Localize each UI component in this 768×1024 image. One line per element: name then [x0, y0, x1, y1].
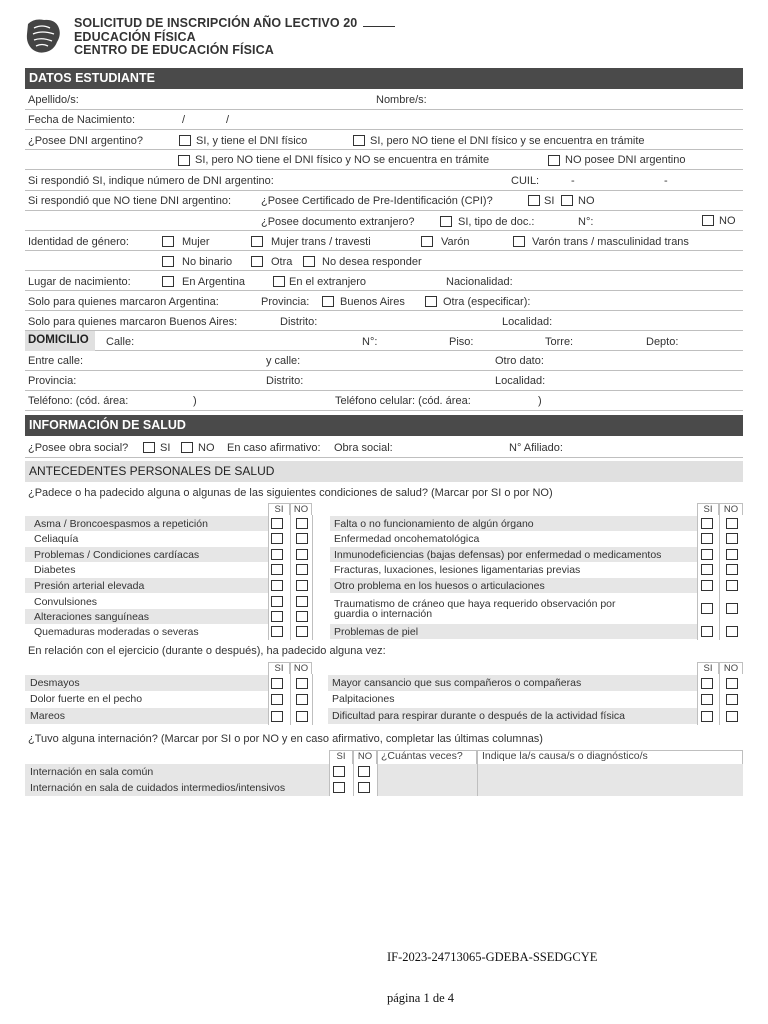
mujer-label: Mujer: [182, 236, 210, 248]
condition-right-no-checkbox[interactable]: [726, 549, 738, 560]
page-number: página 1 de 4: [387, 991, 454, 1005]
dni-number-label: Si respondió SI, indique número de DNI argentino:: [28, 175, 274, 187]
exercise-left-no-checkbox[interactable]: [296, 711, 308, 722]
condition-left-no-checkbox[interactable]: [296, 533, 308, 544]
divider: [329, 764, 330, 796]
cond-left-si-header: SI: [268, 503, 290, 515]
section-antecedentes: ANTECEDENTES PERSONALES DE SALUD: [25, 461, 743, 482]
localidad-label-2: Localidad:: [495, 375, 546, 387]
divider: [377, 764, 378, 796]
form-subtitle: EDUCACIÓN FÍSICA: [74, 30, 196, 44]
localidad-label-1: Localidad:: [502, 316, 553, 328]
condition-left-si-checkbox[interactable]: [271, 626, 283, 637]
form-title: SOLICITUD DE INSCRIPCIÓN AÑO LECTIVO 20: [74, 16, 395, 30]
condition-right-label: Problemas de piel: [334, 626, 419, 638]
otra-provincia-label: Otra (especificar):: [443, 296, 531, 308]
buenos-aires-checkbox[interactable]: [322, 296, 334, 307]
otro-dato-label: Otro dato:: [495, 355, 544, 367]
mujer-trans-label: Mujer trans / travesti: [271, 236, 371, 248]
otra-genero-checkbox[interactable]: [251, 256, 263, 267]
condition-left-no-checkbox[interactable]: [296, 518, 308, 529]
ex-right-no-header: NO: [719, 662, 743, 674]
condition-left-no-checkbox[interactable]: [296, 611, 308, 622]
telefono-paren: ): [193, 395, 197, 407]
exercise-left-si-checkbox[interactable]: [271, 694, 283, 705]
ex-left-si-header: SI: [268, 662, 290, 674]
internacion-question: ¿Tuvo alguna internación? (Marcar por SI o por NO y en caso afirmativo, completar las últimas columnas): [28, 733, 543, 745]
int-si-header: SI: [329, 750, 353, 764]
obra-no-label: NO: [198, 442, 215, 454]
dni-no-tramite-label: SI, pero NO tiene el DNI físico y NO se encuentra en trámite: [195, 154, 490, 166]
no-binario-checkbox[interactable]: [162, 256, 174, 267]
section-datos-estudiante: DATOS ESTUDIANTE: [25, 68, 743, 89]
numero-label: N°:: [362, 336, 378, 348]
condition-left-no-checkbox[interactable]: [296, 564, 308, 575]
condition-right-no-checkbox[interactable]: [726, 580, 738, 591]
condition-right-no-checkbox[interactable]: [726, 564, 738, 575]
obra-si-checkbox[interactable]: [143, 442, 155, 453]
telefono-label: Teléfono: (cód. área:: [28, 395, 129, 407]
internacion-no-checkbox[interactable]: [358, 766, 370, 777]
lugar-label: Lugar de nacimiento:: [28, 276, 131, 288]
divider: [697, 674, 698, 725]
province-logo-icon: [24, 16, 64, 56]
section-informacion-salud: INFORMACIÓN DE SALUD: [25, 415, 743, 436]
condition-left-si-checkbox[interactable]: [271, 580, 283, 591]
distrito-label-2: Distrito:: [266, 375, 304, 387]
exercise-left-no-checkbox[interactable]: [296, 694, 308, 705]
condition-left-no-checkbox[interactable]: [296, 596, 308, 607]
internacion-label: Internación en sala común: [30, 766, 154, 778]
condition-left-label: Convulsiones: [34, 596, 98, 608]
condition-left-label: Alteraciones sanguíneas: [34, 611, 149, 623]
exercise-left-label: Desmayos: [30, 677, 80, 689]
exercise-left-si-checkbox[interactable]: [271, 678, 283, 689]
condition-left-si-checkbox[interactable]: [271, 518, 283, 529]
condition-left-label: Problemas / Condiciones cardíacas: [34, 549, 200, 561]
no-dni-label-row: Si respondió que NO tiene DNI argentino:: [28, 195, 232, 207]
nombre-label: Nombre/s:: [376, 94, 427, 106]
buenos-aires-label: Buenos Aires: [340, 296, 405, 308]
date-slash-2: /: [226, 114, 230, 126]
obra-si-label: SI: [160, 442, 171, 454]
ejercicio-question: En relación con el ejercicio (durante o después), ha padecido alguna vez:: [28, 645, 386, 657]
condition-right-si-checkbox[interactable]: [701, 533, 713, 544]
dni-si-tramite-checkbox[interactable]: [353, 135, 365, 146]
condition-right-no-checkbox[interactable]: [726, 603, 738, 614]
condition-left-label: Quemaduras moderadas o severas: [34, 626, 199, 638]
celular-paren: ): [538, 395, 542, 407]
condition-left-si-checkbox[interactable]: [271, 611, 283, 622]
condition-left-label: Celiaquía: [34, 533, 79, 545]
divider: [290, 515, 291, 640]
dni-question: ¿Posee DNI argentino?: [28, 135, 143, 147]
dni-si-fisico-checkbox[interactable]: [179, 135, 191, 146]
fecha-label: Fecha de Nacimiento:: [28, 114, 135, 126]
no-binario-label: No binario: [182, 256, 233, 268]
exercise-right-no-checkbox[interactable]: [726, 694, 738, 705]
document-id: IF-2023-24713065-GDEBA-SSEDGCYE: [387, 950, 598, 964]
cuil-dash-2: -: [664, 175, 668, 187]
ex-left-no-header: NO: [290, 662, 312, 674]
exercise-right-label: Dificultad para respirar durante o después de la actividad física: [332, 710, 625, 722]
cpi-si-checkbox[interactable]: [528, 195, 540, 206]
cond-right-no-header: NO: [719, 503, 743, 515]
condition-right-no-checkbox[interactable]: [726, 533, 738, 544]
condition-right-si-checkbox[interactable]: [701, 549, 713, 560]
condition-right-label: Otro problema en los huesos o articulaciones: [334, 580, 545, 592]
otra-provincia-checkbox[interactable]: [425, 296, 437, 307]
divider: [268, 515, 269, 640]
no-desea-checkbox[interactable]: [303, 256, 315, 267]
ex-right-si-header: SI: [697, 662, 719, 674]
no-dni-label: NO posee DNI argentino: [565, 154, 686, 166]
ext-doc-tipo-label: SI, tipo de doc.:: [458, 216, 535, 228]
exercise-left-si-checkbox[interactable]: [271, 711, 283, 722]
dni-si-tramite-label: SI, pero NO tiene el DNI físico y se encuentra en trámite: [370, 135, 645, 147]
condition-right-si-checkbox[interactable]: [701, 626, 713, 637]
divider: [268, 674, 269, 725]
condition-left-si-checkbox[interactable]: [271, 533, 283, 544]
condition-right-si-checkbox[interactable]: [701, 603, 713, 614]
cond-right-si-header: SI: [697, 503, 719, 515]
afiliado-label: N° Afiliado:: [509, 442, 563, 454]
divider: [719, 674, 720, 725]
divider: [719, 515, 720, 640]
int-no-header: NO: [353, 750, 377, 764]
condition-right-label: Traumatismo de cráneo que haya requerido observación por: [334, 598, 616, 610]
internacion-row-shade: [377, 780, 743, 796]
exercise-right-si-checkbox[interactable]: [701, 711, 713, 722]
provincia-q-label: Provincia:: [261, 296, 310, 308]
divider: [312, 674, 313, 725]
torre-label: Torre:: [545, 336, 574, 348]
apellido-label: Apellido/s:: [28, 94, 79, 106]
date-slash-1: /: [182, 114, 186, 126]
condition-left-label: Asma / Broncoespasmos a repetición: [34, 518, 208, 530]
obra-social-question: ¿Posee obra social?: [28, 442, 129, 454]
ext-doc-no-checkbox[interactable]: [702, 215, 714, 226]
ext-doc-question: ¿Posee documento extranjero?: [261, 216, 415, 228]
exercise-left-label: Mareos: [30, 710, 66, 722]
varon-trans-checkbox[interactable]: [513, 236, 525, 247]
en-extranjero-label: En el extranjero: [289, 276, 367, 288]
cuil-label: CUIL:: [511, 175, 540, 187]
genero-label: Identidad de género:: [28, 236, 129, 248]
internacion-si-checkbox[interactable]: [333, 782, 345, 793]
divider: [477, 764, 478, 796]
depto-label: Depto:: [646, 336, 679, 348]
condition-right-label: Enfermedad oncohematológica: [334, 533, 480, 545]
exercise-right-no-checkbox[interactable]: [726, 711, 738, 722]
divider: [312, 515, 313, 640]
dni-no-tramite-checkbox[interactable]: [178, 155, 190, 166]
cond-left-no-header: NO: [290, 503, 312, 515]
varon-trans-label: Varón trans / masculinidad trans: [532, 236, 689, 248]
ext-doc-num-label: N°:: [578, 216, 594, 228]
piso-label: Piso:: [449, 336, 474, 348]
cpi-no-label: NO: [578, 195, 595, 207]
celular-label: Teléfono celular: (cód. área:: [335, 395, 471, 407]
divider: [353, 764, 354, 796]
condition-right-si-checkbox[interactable]: [701, 564, 713, 575]
condition-right-si-checkbox[interactable]: [701, 518, 713, 529]
cpi-no-checkbox[interactable]: [561, 195, 573, 206]
condition-left-label: Diabetes: [34, 564, 76, 576]
caso-afirmativo-label: En caso afirmativo:: [227, 442, 321, 454]
cuil-dash-1: -: [571, 175, 575, 187]
entre-calle-label: Entre calle:: [28, 355, 84, 367]
row-lugar: [25, 271, 743, 291]
padece-question: ¿Padece o ha padecido alguna o algunas de las siguientes condiciones de salud? (Marcar por SI o por NO): [28, 487, 553, 499]
exercise-right-no-checkbox[interactable]: [726, 678, 738, 689]
exercise-right-label: Mayor cansancio que sus compañeros o compañeras: [332, 677, 582, 689]
distrito-label-1: Distrito:: [280, 316, 318, 328]
mujer-trans-checkbox[interactable]: [251, 236, 263, 247]
no-dni-checkbox[interactable]: [548, 155, 560, 166]
condition-right-no-checkbox[interactable]: [726, 518, 738, 529]
int-causa-header: Indique la/s causa/s o diagnóstico/s: [477, 750, 743, 764]
exercise-right-label: Palpitaciones: [332, 693, 395, 705]
calle-label: Calle:: [106, 336, 135, 348]
en-argentina-label: En Argentina: [182, 276, 245, 288]
internacion-row-shade: [377, 764, 743, 780]
condition-left-no-checkbox[interactable]: [296, 549, 308, 560]
exercise-right-si-checkbox[interactable]: [701, 694, 713, 705]
cpi-si-label: SI: [544, 195, 555, 207]
exercise-left-no-checkbox[interactable]: [296, 678, 308, 689]
mujer-checkbox[interactable]: [162, 236, 174, 247]
provincia-label: Provincia:: [28, 375, 77, 387]
dni-si-fisico-label: SI, y tiene el DNI físico: [196, 135, 308, 147]
domicilio-label: DOMICILIO: [25, 331, 95, 351]
solo-arg-label: Solo para quienes marcaron Argentina:: [28, 296, 219, 308]
en-extranjero-checkbox[interactable]: [273, 276, 285, 287]
condition-left-no-checkbox[interactable]: [296, 580, 308, 591]
condition-right-label: Inmunodeficiencias (bajas defensas) por enfermedad o medicamentos: [334, 549, 662, 561]
varon-checkbox[interactable]: [421, 236, 433, 247]
solo-bsas-label: Solo para quienes marcaron Buenos Aires:: [28, 316, 238, 328]
condition-right-no-checkbox[interactable]: [726, 626, 738, 637]
internacion-label: Internación en sala de cuidados intermedios/intensivos: [30, 782, 286, 794]
exercise-left-label: Dolor fuerte en el pecho: [30, 693, 143, 705]
obra-no-checkbox[interactable]: [181, 442, 193, 453]
condition-left-no-checkbox[interactable]: [296, 626, 308, 637]
otra-genero-label: Otra: [271, 256, 293, 268]
nacionalidad-label: Nacionalidad:: [446, 276, 513, 288]
form-center: CENTRO DE EDUCACIÓN FÍSICA: [74, 43, 274, 57]
varon-label: Varón: [441, 236, 470, 248]
row-entre-calle: [25, 351, 743, 371]
row-provincia: [25, 371, 743, 391]
ext-doc-no-label: NO: [719, 215, 736, 227]
obra-social-label: Obra social:: [334, 442, 393, 454]
internacion-si-checkbox[interactable]: [333, 766, 345, 777]
condition-right-si-checkbox[interactable]: [701, 580, 713, 591]
divider: [697, 515, 698, 640]
en-argentina-checkbox[interactable]: [162, 276, 174, 287]
condition-right-label: guardia o internación: [334, 608, 433, 620]
condition-left-si-checkbox[interactable]: [271, 549, 283, 560]
condition-left-si-checkbox[interactable]: [271, 596, 283, 607]
cpi-question: ¿Posee Certificado de Pre-Identificación (CPI)?: [261, 195, 493, 207]
condition-right-label: Falta o no funcionamiento de algún órgano: [334, 518, 534, 530]
condition-right-label: Fracturas, luxaciones, lesiones ligamentarias previas: [334, 564, 581, 576]
year-blank[interactable]: [363, 17, 395, 27]
no-desea-label: No desea responder: [322, 256, 422, 268]
y-calle-label: y calle:: [266, 355, 301, 367]
internacion-no-checkbox[interactable]: [358, 782, 370, 793]
exercise-right-si-checkbox[interactable]: [701, 678, 713, 689]
int-cuantas-header: ¿Cuántas veces?: [377, 750, 477, 764]
condition-left-label: Presión arterial elevada: [34, 580, 145, 592]
ext-doc-si-checkbox[interactable]: [440, 216, 452, 227]
divider: [290, 674, 291, 725]
condition-left-si-checkbox[interactable]: [271, 564, 283, 575]
